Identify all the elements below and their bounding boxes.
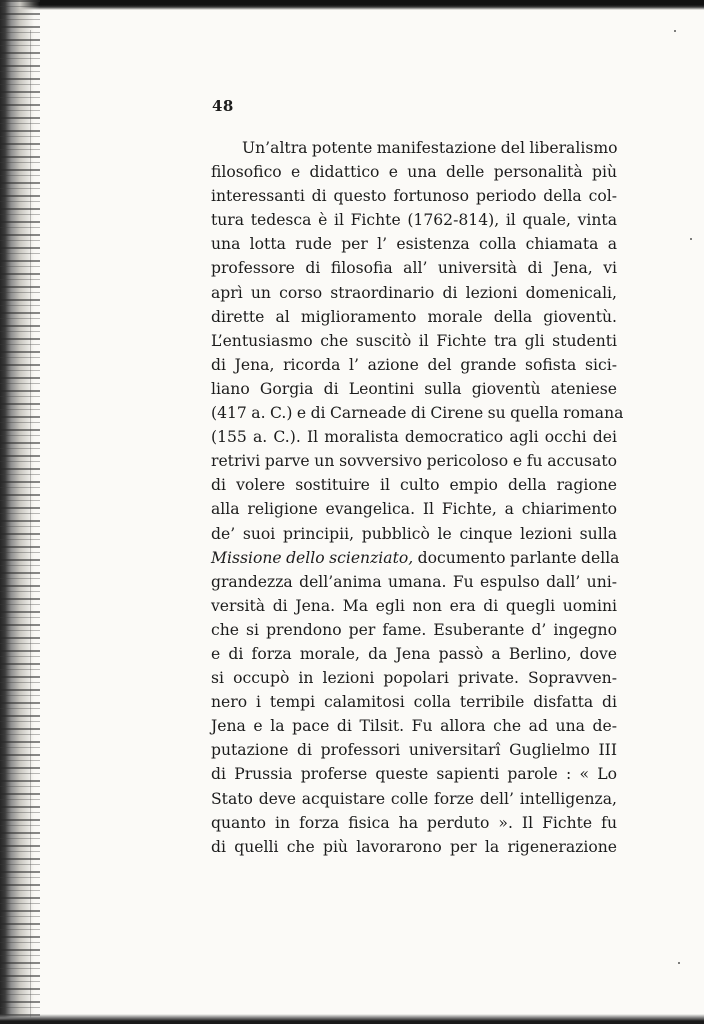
text-line: putazione di professori universitarî Guglielmo III (211, 741, 617, 760)
text-line: di volere sostituire il culto empio della ragione (211, 476, 617, 495)
scan-speck (678, 962, 680, 964)
text-line: de’ suoi principii, pubblicò le cinque lezioni sulla (211, 524, 617, 543)
text-line: alla religione evangelica. Il Fichte, a chiarimento (211, 500, 617, 519)
text-line: e di forza morale, da Jena passò a Berlino, dove (211, 644, 617, 663)
text-line: quanto in forza fisica ha perduto ». Il Fichte fu (211, 813, 617, 832)
text-line: interessanti di questo fortunoso periodo della col- (211, 187, 617, 206)
scan-top-edge (0, 0, 704, 10)
text-line: filosofico e didattico e una delle personalità più (211, 163, 617, 182)
text-line-with-title (211, 546, 620, 570)
binding-rule (30, 30, 31, 1020)
page-number: 48 (212, 97, 234, 115)
book-binding-edge (0, 0, 40, 1024)
text-line: Stato deve acquistare colle forze dell’ intelligenza, (211, 789, 617, 808)
book-title: Missione dello scienziato, (211, 548, 414, 567)
text-line: di quelli che più lavorarono per la rigenerazione (211, 837, 617, 856)
text-line: grandezza dell’anima umana. Fu espulso dall’ uni- (211, 572, 617, 591)
text-line: L’entusiasmo che suscitò il Fichte tra gli studenti (211, 331, 617, 350)
text-line: (417 a. C.) e di Carneade di Cirene su quella romana (211, 404, 624, 423)
text-line: retrivi parve un sovversivo pericoloso e fu accusato (211, 452, 617, 471)
scan-speck (674, 30, 676, 32)
text-line: dirette al miglioramento morale della gioventù. (211, 307, 617, 326)
text-line: Jena e la pace di Tilsit. Fu allora che ad una de- (211, 717, 617, 736)
text-line: si occupò in lezioni popolari private. Sopravven- (211, 669, 617, 688)
text-line: tura tedesca è il Fichte (1762-814), il quale, vinta (211, 211, 617, 230)
text-line: liano Gorgia di Leontini sulla gioventù ateniese (211, 379, 617, 398)
text-line: una lotta rude per l’ esistenza colla chiamata a (211, 235, 617, 254)
text-line: professore di filosofia all’ università di Jena, vi (211, 259, 617, 278)
text-fragment: documento parlante della (417, 548, 620, 567)
body-paragraph (211, 136, 624, 859)
text-line: Un’altra potente manifestazione del liberalismo (242, 139, 618, 157)
text-line: nero i tempi calamitosi colla terribile disfatta di (211, 693, 617, 712)
text-line: che si prendono per fame. Esuberante d’ ingegno (211, 620, 617, 639)
scan-speck (690, 238, 692, 240)
text-line: aprì un corso straordinario di lezioni domenicali, (211, 283, 617, 302)
scan-bottom-edge (0, 1014, 704, 1024)
text-line: di Prussia proferse queste sapienti parole : « Lo (211, 765, 617, 784)
text-line: (155 a. C.). Il moralista democratico agli occhi dei (211, 428, 617, 447)
text-line: di Jena, ricorda l’ azione del grande sofista sici- (211, 355, 617, 374)
text-line: versità di Jena. Ma egli non era di quegli uomini (211, 596, 617, 615)
